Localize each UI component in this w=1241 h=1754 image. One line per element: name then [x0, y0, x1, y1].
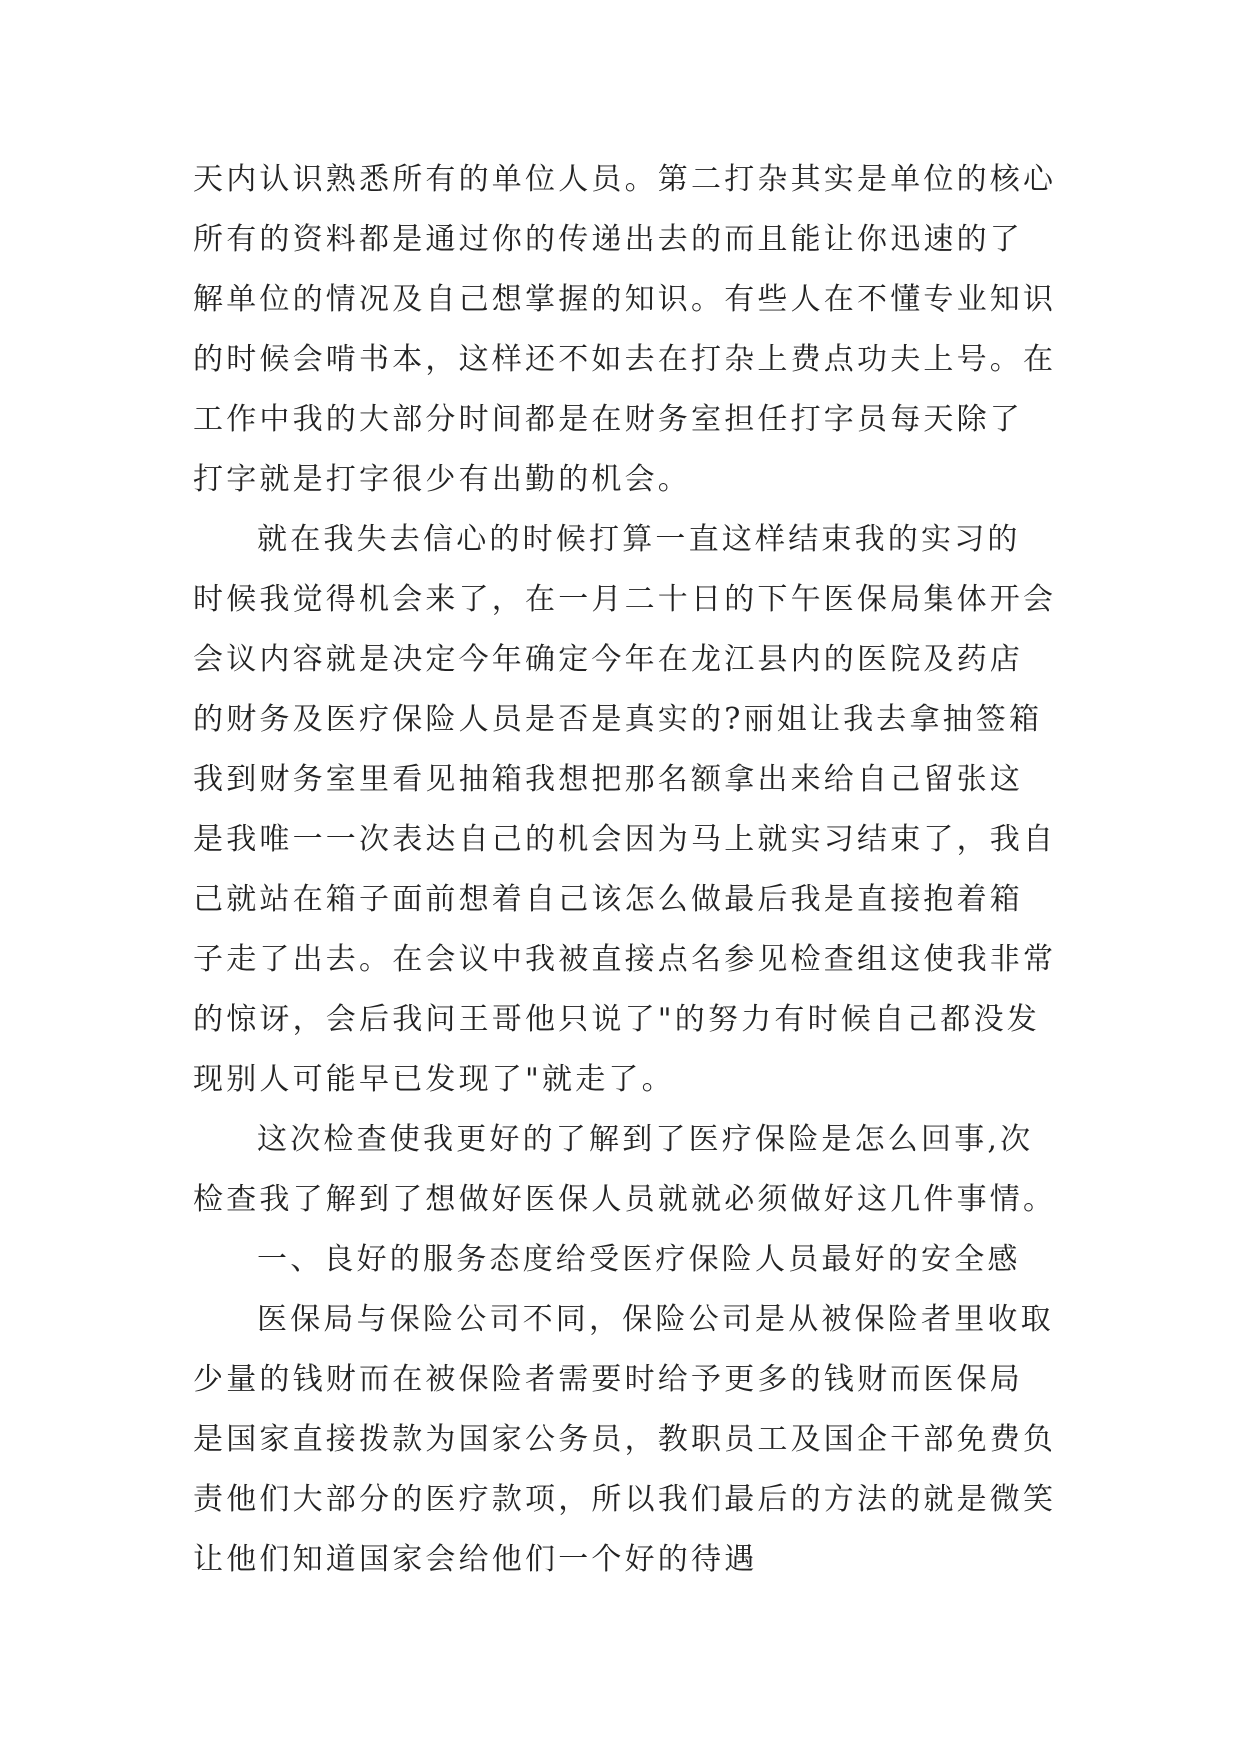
text-line: 天内认识熟悉所有的单位人员。第二打杂其实是单位的核心 [193, 162, 1057, 197]
text-line: 是国家直接拨款为国家公务员，教职员工及国企干部免费负 [193, 1422, 1057, 1457]
text-line: 时候我觉得机会来了，在一月二十日的下午医保局集体开会 [193, 582, 1057, 617]
text-line: 的时候会啃书本，这样还不如去在打杂上费点功夫上号。在 [193, 342, 1057, 377]
text-line: 少量的钱财而在被保险者需要时给予更多的钱财而医保局 [193, 1362, 1023, 1397]
text-line: 检查我了解到了想做好医保人员就就必须做好这几件事情。 [193, 1182, 1057, 1217]
text-line: 己就站在箱子面前想着自己该怎么做最后我是直接抱着箱 [193, 882, 1023, 917]
text-line: 就在我失去信心的时候打算一直这样结束我的实习的 [257, 522, 1021, 557]
text-line: 的财务及医疗保险人员是否是真实的?丽姐让我去拿抽签箱 [193, 702, 1043, 737]
text-line: 是我唯一一次表达自己的机会因为马上就实习结束了，我自 [193, 822, 1057, 857]
text-line: 我到财务室里看见抽箱我想把那名额拿出来给自己留张这 [193, 762, 1023, 797]
text-line: 这次检查使我更好的了解到了医疗保险是怎么回事,次 [257, 1122, 1034, 1157]
text-line: 让他们知道国家会给他们一个好的待遇 [193, 1542, 758, 1577]
text-line: 所有的资料都是通过你的传递出去的而且能让你迅速的了 [193, 222, 1023, 257]
text-line: 责他们大部分的医疗款项，所以我们最后的方法的就是微笑 [193, 1482, 1057, 1517]
text-line: 会议内容就是决定今年确定今年在龙江县内的医院及药店 [193, 642, 1023, 677]
text-line: 打字就是打字很少有出勤的机会。 [193, 462, 691, 497]
text-line: 工作中我的大部分时间都是在财务室担任打字员每天除了 [193, 402, 1023, 437]
text-line: 现别人可能早已发现了"就走了。 [193, 1062, 675, 1097]
text-line: 子走了出去。在会议中我被直接点名参见检查组这使我非常 [193, 942, 1057, 977]
text-line: 的惊讶，会后我问王哥他只说了"的努力有时候自己都没发 [193, 1002, 1040, 1037]
text-line: 医保局与保险公司不同，保险公司是从被保险者里收取 [257, 1302, 1054, 1337]
body-text [193, 150, 1073, 1590]
text-line: 解单位的情况及自己想掌握的知识。有些人在不懂专业知识 [193, 282, 1057, 317]
section-heading: 一、良好的服务态度给受医疗保险人员最好的安全感 [257, 1242, 1021, 1277]
